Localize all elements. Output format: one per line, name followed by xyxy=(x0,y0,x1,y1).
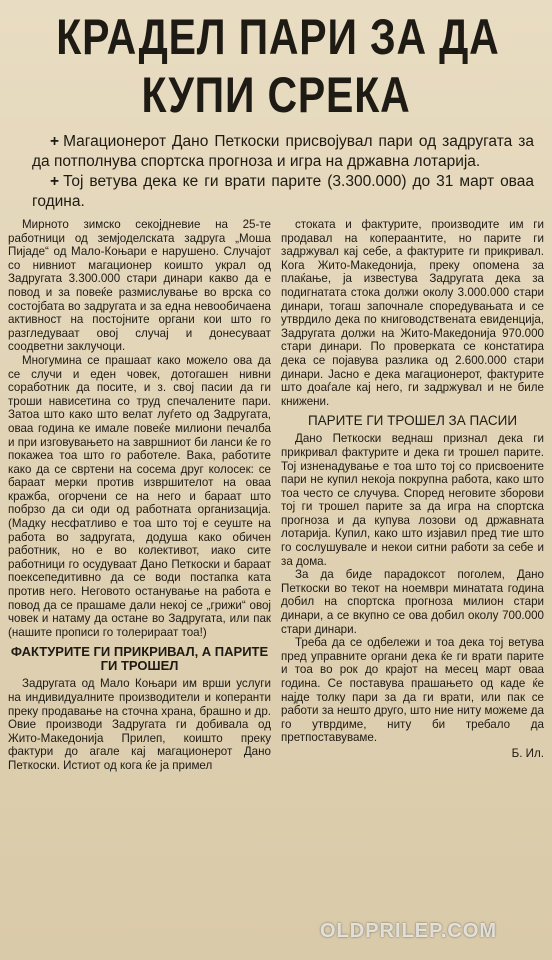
section-heading: ФАКТУРИТЕ ГИ ПРИКРИВАЛ, А ПАРИТЕ ГИ ТРОШЕЛ xyxy=(10,644,269,674)
paragraph: За да биде парадоксот поголем, Дано Петкоски во текот на ноември минатата година добил на спортска прогноза милион стари динари, а се вкупно се ова добил околу 700.000 стари динари. xyxy=(281,568,544,636)
paragraph: стоката и фактурите, производите им ги продавал на копераантите, но парите ги задржувал кај себе, а фактурите ги прикривал. Кога Жито-Македонија, преку опомена за плаќање, ја известува Задругата дека за подигнатата стока должи околу 3.000.000 стари динари, тогаш започнале споредувањата и се утврдило дека по книговодствената евиденција, Задругата должи на Жито-Македонија 970.000 стари динари. По проверката се констатира дека се појавува разлика од 2.600.000 стари динари. Јасно е дека магационерот, фактурите што доаѓале кај него, ги задржувал и не биле книжени. xyxy=(281,218,544,408)
paragraph: Задругата од Мало Коњари им врши услуги на индивидуалните производители и коперанти преку продавање на сточна храна, брашно и др. Овие производи Задругата ги добивала од Жито-Македонија Прилеп, коишто преку фактури до агале кај магационерот Дано Петкоски. Истиот од кога ќе ја примел xyxy=(8,677,271,772)
paragraph: Треба да се одбележи и тоа дека тој ветува пред управните органи дека ќе ги врати парите и тоа во рок до крајот на месец март оваа година. Се поставува прашањето од каде ќе најде толку пари за да ги врати, или пак се работи за нешто друго, што ние ниту можеме да го утврдиме, ниту би требало да претпоставуваме. xyxy=(281,636,544,745)
article-body xyxy=(8,218,544,773)
headline-line-1: КРАДЕЛ ПАРИ ЗА ДА xyxy=(56,9,500,65)
plus-marker-icon: + xyxy=(50,133,60,150)
column-right xyxy=(281,218,544,773)
paragraph: Дано Петкоски веднаш признал дека ги прикривал фактурите и дека ги трошел парите. Тој изненадување е тоа што тој со присвоените пари не купил некоја покрупна работа, како што тоа често се случува. Според неговите зборови тој ги трошел парите за да игра на спортска прогноза и да купува лозови од државната лотарија. Купил, како што изјавил пред тие што го сослушувале и некои ситни работи за себе и за дома. xyxy=(281,432,544,568)
headline-line-2: КУПИ СРЕКА xyxy=(141,67,411,123)
author-signature: Б. Ил. xyxy=(511,746,544,760)
paragraph: Многумина се прашаат како можело ова да се случи и еден човек, дотогашен нивни соработник да посите, и з. свој пасии да ги троши нависетина со труд спечалените пари. Затоа што како што велат луѓето од Задругата, оваа година ке имале повеќе милиони печалба и при изговувањето на завршниот би ланси ќе го покажеа тоа што го работеле. Вака, работите како да се свртени на сосема друг колосек: се бараат мерки против извршителот на оваа кражба, огорчени се на него и бараат што побрзо да си оди од работната организација. (Мадку несфатливо е тоа што тој е сеуште на работа во задругата, додуша како обичен работник, но е во колективот, иако сите работници го осудуваат Дано Петкоски и бараат поексепедитивно да се води постапка ката против него. Неговото останување на работа е повод да се прашаме дали некој се „грижи“ овој човек и натаму да остане во Задругата, или пак (нашите прописи го толерираат тоа!) xyxy=(8,353,271,639)
watermark: OLDPRILEP.COM xyxy=(320,920,498,942)
lead-point-1: + Магационерот Дано Петкоски присвојувал пари од задругата за да потполнува спортска прогноза и игра на државна лотарија. xyxy=(32,133,534,170)
plus-marker-icon: + xyxy=(50,173,60,190)
lead-point-2: + Тој ветува дека ке ги врати парите (3.300.000) до 31 март оваа година. xyxy=(32,173,534,210)
column-left xyxy=(8,218,271,773)
section-heading: ПАРИТЕ ГИ ТРОШЕЛ ЗА ПАСИИ xyxy=(307,413,518,429)
article-lead xyxy=(32,132,534,212)
paragraph: Мирното зимско секојдневие на 25-те работници од земјоделската задруга „Моша Пијаде“ од Мало-Коњари е нарушено. Случајот со нивниот магационер коишто украл од Задругата 3.300.000 стари динари какво да е повод и за повеќе размислување во врска со состојбата во задругата и за една невообичаена активност на постојните органи кои што го разгледуваат овој случај и донесуваат соодветни заклучоци. xyxy=(8,218,271,354)
article-headline xyxy=(56,8,500,128)
